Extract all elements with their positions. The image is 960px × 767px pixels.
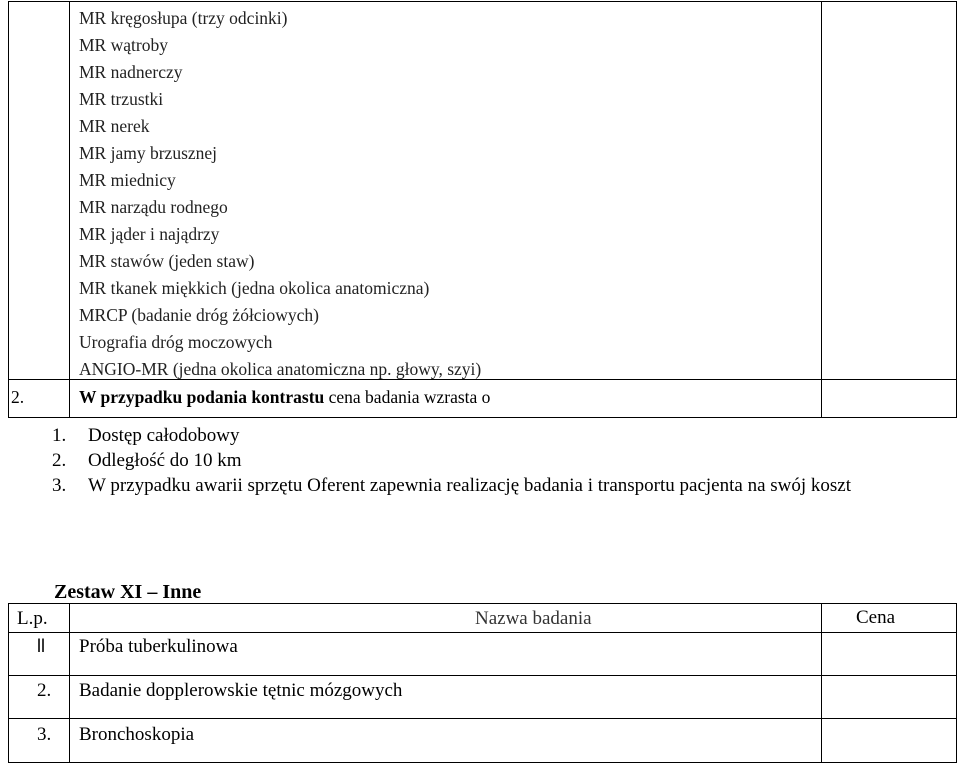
- column-divider: [821, 604, 822, 762]
- row-number: 3.: [37, 724, 52, 745]
- row-divider: [9, 718, 956, 719]
- list-text: W przypadku awarii sprzętu Oferent zapewnia realizację badania i transportu pacjenta na swój koszt: [88, 475, 852, 496]
- list-item: [52, 423, 922, 448]
- list-item: MR tkanek miękkich (jedna okolica anatomiczna): [79, 278, 430, 298]
- column-header-lp: L.p.: [17, 608, 48, 629]
- list-number: 1.: [52, 425, 67, 446]
- list-item: Urografia dróg moczowych: [79, 332, 273, 352]
- list-item: MR nerek: [79, 116, 150, 136]
- list-text: Dostęp całodobowy: [88, 425, 240, 446]
- contrast-surcharge-rest: cena badania wzrasta o: [324, 387, 491, 407]
- column-divider: [69, 604, 70, 762]
- list-item: MR miednicy: [79, 170, 176, 190]
- column-header-name: [475, 608, 592, 630]
- row-number: 2.: [37, 680, 52, 701]
- list-text: Odległość do 10 km: [88, 450, 242, 471]
- column-divider: [69, 2, 70, 417]
- list-item: MR stawów (jeden staw): [79, 251, 255, 271]
- list-number: 3.: [52, 475, 67, 496]
- list-item: MR trzustki: [79, 89, 164, 109]
- exam-name: Badanie dopplerowskie tętnic mózgowych: [79, 680, 403, 701]
- mr-exam-list: [79, 5, 481, 383]
- row-number: 2.: [11, 387, 25, 407]
- list-item: ANGIO-MR (jedna okolica anatomiczna np. głowy, szyi): [79, 359, 482, 379]
- list-item: [52, 448, 922, 473]
- section-heading: Zestaw XI – Inne: [54, 581, 202, 603]
- list-item: MR wątroby: [79, 35, 168, 55]
- row-number: ll: [37, 636, 45, 656]
- requirements-list: [52, 423, 922, 498]
- contrast-surcharge-bold: W przypadku podania kontrastu: [79, 387, 325, 407]
- list-item: MR narządu rodnego: [79, 197, 228, 217]
- list-item: MRCP (badanie dróg żółciowych): [79, 305, 319, 325]
- list-item: MR kręgosłupa (trzy odcinki): [79, 8, 288, 28]
- list-item: MR jąder i najądrzy: [79, 224, 220, 244]
- exam-name: Próba tuberkulinowa: [79, 636, 238, 657]
- contrast-surcharge-text: [79, 382, 490, 412]
- column-header-price: Cena: [856, 607, 896, 628]
- column-header-name-text: Nazwa badania: [475, 608, 592, 629]
- list-item: MR nadnerczy: [79, 62, 183, 82]
- list-item: MR jamy brzusznej: [79, 143, 218, 163]
- column-divider: [821, 2, 822, 417]
- exam-name: Bronchoskopia: [79, 724, 195, 745]
- price-table-continued: [8, 1, 957, 418]
- row-divider: [9, 632, 956, 633]
- row-divider: [9, 675, 956, 676]
- list-item: [52, 473, 922, 498]
- other-exams-table: [8, 603, 957, 763]
- list-number: 2.: [52, 450, 67, 471]
